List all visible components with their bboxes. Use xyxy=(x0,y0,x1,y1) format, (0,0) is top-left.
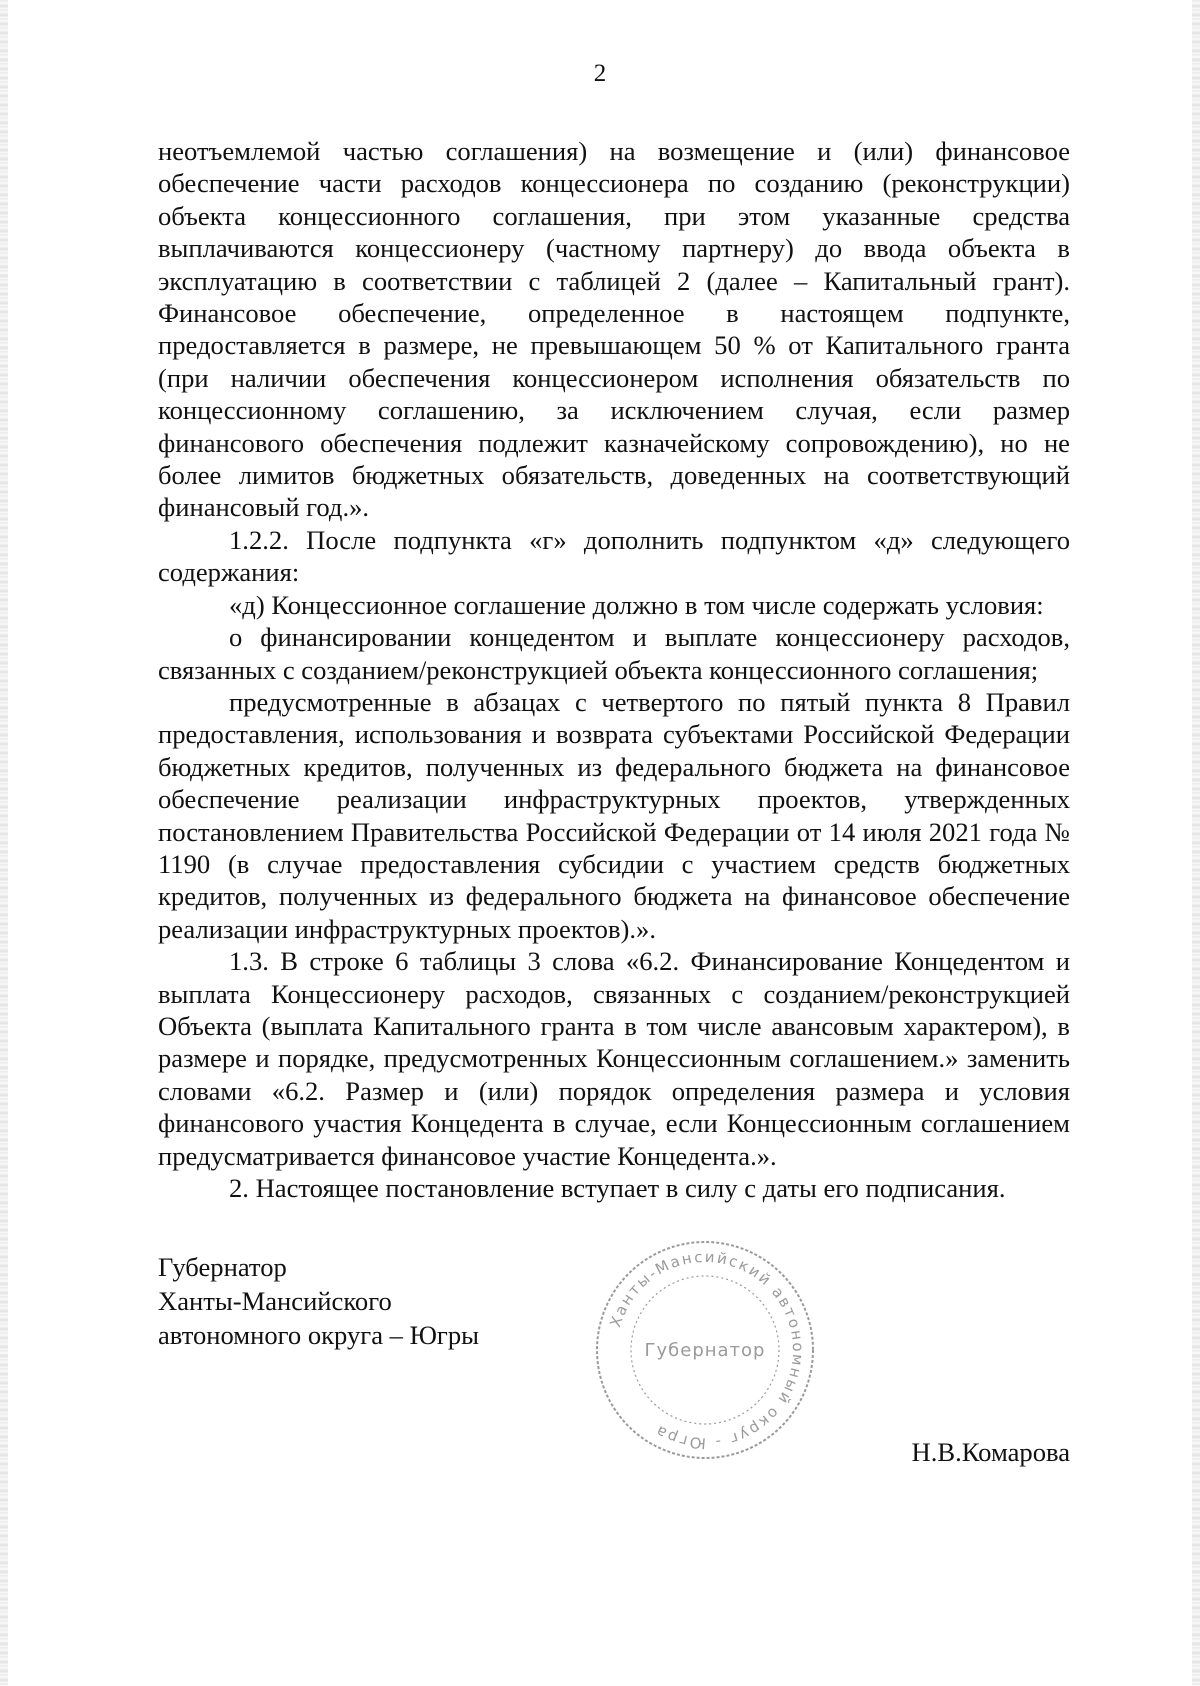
paragraph-2: 1.2.2. После подпункта «г» дополнить подпунктом «д» следующего содержания: xyxy=(158,524,1070,588)
page-number: 2 xyxy=(593,60,607,87)
scan-edge-right xyxy=(1192,0,1200,1686)
stamp-ring-text: Ханты-Мансийский автономный округ - Югра xyxy=(606,1247,808,1453)
paragraph-1: неотъемлемой частью соглашения) на возмещение и (или) финансовое обеспечение части расходов концессионера по созданию (реконструкции) объекта концессионного соглашения, при этом указанные средства выплачиваются концессионеру (частному партнеру) до ввода объекта в эксплуатацию в соответствии с таблицей 2 (далее – Капитальный грант). Финансовое обеспечение, определенное в настоящем подпункте, предоставляется в размере, не превышающем 50 % от Капитального гранта (при наличии обеспечения концессионером исполнения обязательств по концессионному соглашению, за исключением случая, если размер финансового обеспечения подлежит казначейскому сопровождению), но не более лимитов бюджетных обязательств, доведенных на соответствующий финансовый год.». xyxy=(158,136,1070,523)
signature-title-line-2: Ханты-Мансийского xyxy=(158,1286,392,1316)
paragraph-6: 1.3. В строке 6 таблицы 3 слова «6.2. Финансирование Концедентом и выплата Концессионеру расходов, связанных с созданием/реконструкцией Объекта (выплата Капитального гранта в том числе авансовым характером), в размере и порядке, предусмотренных Концессионным соглашением.» заменить словами «6.2. Размер и (или) порядок определения размера и условия финансового участия Концедента в случае, если Концессионным соглашением предусматривается финансовое участие Концедента.». xyxy=(158,946,1070,1171)
document-body xyxy=(158,135,1070,1204)
signature-title xyxy=(158,1250,479,1352)
official-seal-stamp xyxy=(590,1235,820,1465)
stamp-center-text: Губернатор xyxy=(644,1340,766,1361)
paragraph-7: 2. Настоящее постановление вступает в силу с даты его подписания. xyxy=(229,1173,1006,1203)
paragraph-4: о финансировании концедентом и выплате концессионеру расходов, связанных с созданием/реконструкцией объекта концессионного соглашения; xyxy=(158,622,1070,685)
signatory-name: Н.В.Комарова xyxy=(911,1437,1070,1467)
signature-title-line-1: Губернатор xyxy=(158,1252,287,1282)
signature-title-line-3: автономного округа – Югры xyxy=(158,1320,480,1350)
paragraph-3: «д) Концессионное соглашение должно в том числе содержать условия: xyxy=(229,589,1044,620)
scan-edge-left xyxy=(0,0,8,1686)
paragraph-5: предусмотренные в абзацах с четвертого по пятый пункта 8 Правил предоставления, использования и возврата субъектами Российской Федерации бюджетных кредитов, полученных из федерального бюджета на финансовое обеспечение реализации инфраструктурных проектов, утвержденных постановлением Правительства Российской Федерации от 14 июля 2021 года № 1190 (в случае предоставления субсидии с участием средств бюджетных кредитов, полученных из федерального бюджета на финансовое обеспечение реализации инфраструктурных проектов).». xyxy=(158,686,1070,944)
